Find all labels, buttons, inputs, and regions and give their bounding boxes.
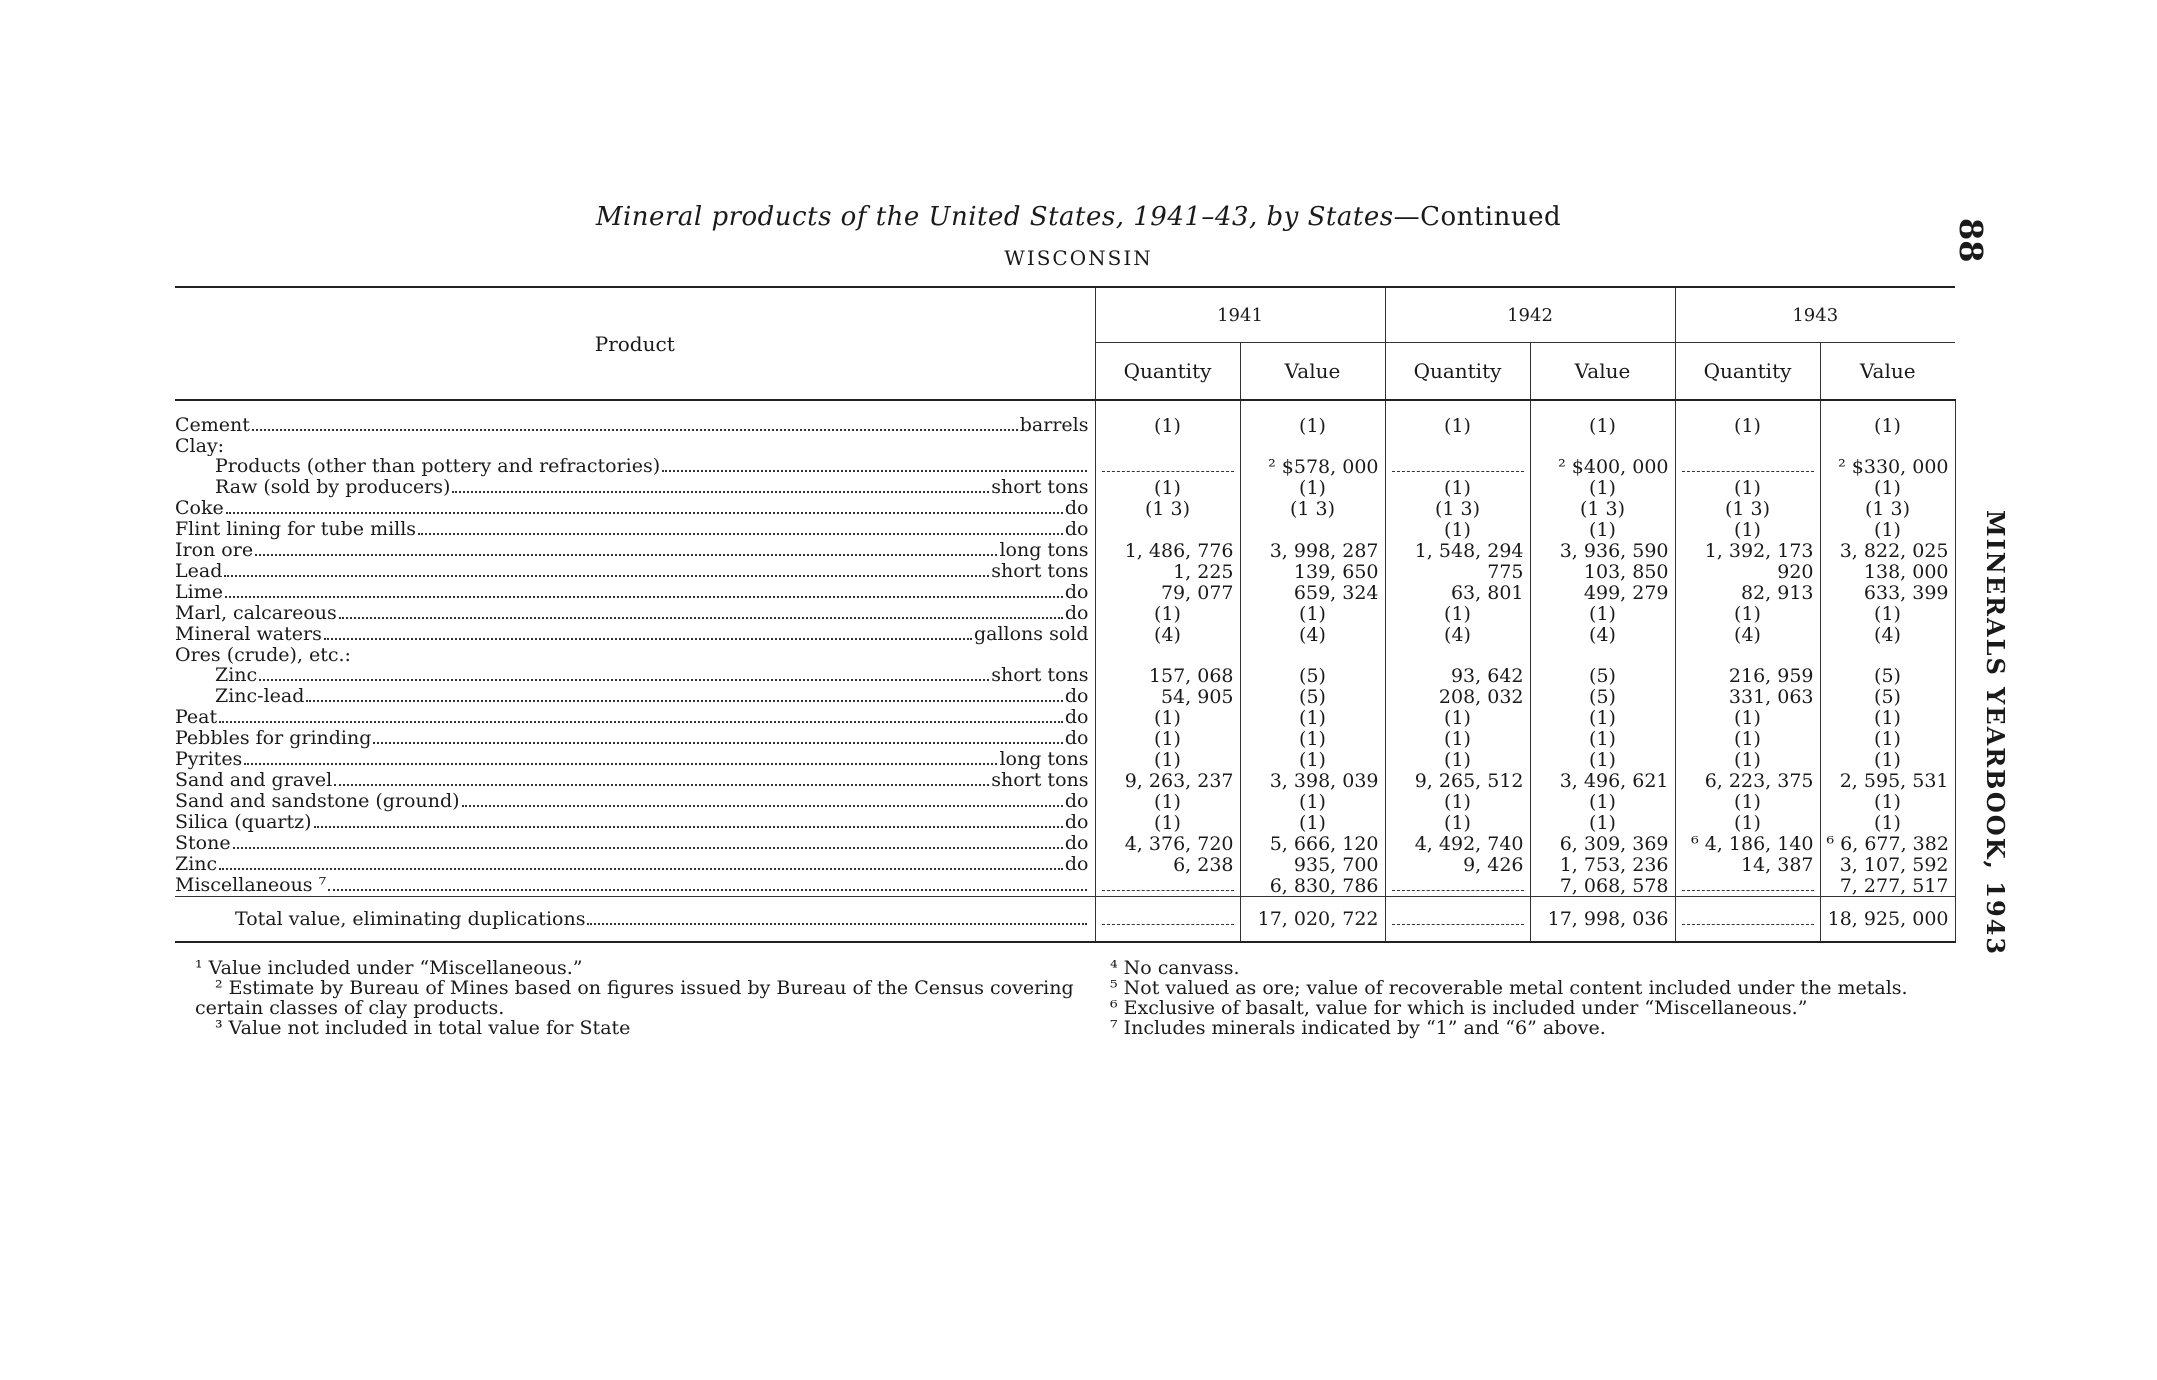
dot-leader: [587, 923, 1086, 925]
product-cell: [175, 665, 1095, 686]
product-label: Lime: [175, 582, 223, 603]
unit-label: short tons: [991, 477, 1089, 498]
cell-q1942: 1, 548, 294: [1385, 540, 1530, 561]
cell-q1942: 93, 642: [1385, 665, 1530, 686]
unit-label: short tons: [991, 561, 1089, 582]
product-label: Sand and sandstone (ground): [175, 791, 460, 812]
cell-v1943: (1): [1820, 791, 1955, 812]
cell-q1943: (1): [1675, 415, 1820, 436]
cell-v1942: (1 3): [1530, 498, 1675, 519]
dash-rule: [1102, 461, 1234, 472]
title-text: Mineral products of the United States, 1941–43, by States: [595, 202, 1394, 232]
cell-v1943: ⁶ 6, 677, 382: [1820, 833, 1955, 854]
cell-q1942: [1385, 645, 1530, 665]
cell-v1941: 139, 650: [1240, 561, 1385, 582]
cell-q1942: 9, 265, 512: [1385, 770, 1530, 791]
dash-rule: [1392, 914, 1524, 925]
cell-v1941: 6, 830, 786: [1240, 875, 1385, 897]
cell-q1941: 6, 238: [1095, 854, 1240, 875]
cell-q1941: 79, 077: [1095, 582, 1240, 603]
dash-rule: [1102, 914, 1234, 925]
cell-v1942: 103, 850: [1530, 561, 1675, 582]
cell-v1941: (1): [1240, 603, 1385, 624]
cell-v1943: (1): [1820, 415, 1955, 436]
unit-label: short tons: [991, 665, 1089, 686]
product-label: Pyrites: [175, 749, 243, 770]
cell-v1941: 659, 324: [1240, 582, 1385, 603]
unit-label: gallons sold: [973, 624, 1089, 645]
cell-q1943: ⁶ 4, 186, 140: [1675, 833, 1820, 854]
cell-v1943: 2, 595, 531: [1820, 770, 1955, 791]
product-cell: [175, 791, 1095, 812]
cell-v1942: 3, 496, 621: [1530, 770, 1675, 791]
cell-q1943: 6, 223, 375: [1675, 770, 1820, 791]
product-cell: [175, 645, 1095, 665]
footnote-5: ⁵ Not valued as ore; value of recoverable metal content included under the metals.: [1110, 977, 1908, 999]
cell-v1941: 5, 666, 120: [1240, 833, 1385, 854]
product-label: Clay:: [175, 436, 225, 456]
total-quantity-1942: [1385, 897, 1530, 943]
table-row: [175, 854, 1955, 875]
cell-v1943: (5): [1820, 665, 1955, 686]
table-title: [0, 202, 2157, 232]
product-cell: [175, 561, 1095, 582]
unit-label: do: [1064, 603, 1089, 624]
dash-rule: [1682, 880, 1814, 891]
total-label-cell: [175, 897, 1095, 943]
dot-leader: [244, 763, 997, 765]
cell-v1942: [1530, 645, 1675, 665]
cell-v1943: 3, 107, 592: [1820, 854, 1955, 875]
cell-v1943: (1): [1820, 603, 1955, 624]
product-cell: [175, 456, 1095, 477]
unit-label: do: [1064, 833, 1089, 854]
dot-leader: [224, 575, 989, 577]
year-header-1943: 1943: [1675, 287, 1955, 343]
cell-v1941: (1): [1240, 707, 1385, 728]
table-row: [175, 456, 1955, 477]
cell-q1942: (1): [1385, 415, 1530, 436]
cell-v1942: (5): [1530, 686, 1675, 707]
product-header: Product: [175, 287, 1095, 400]
table-row: [175, 749, 1955, 770]
unit-label: do: [1064, 498, 1089, 519]
cell-q1943: [1675, 436, 1820, 456]
cell-v1942: (5): [1530, 665, 1675, 686]
cell-q1941: [1095, 875, 1240, 897]
cell-q1942: 208, 032: [1385, 686, 1530, 707]
cell-v1942: (4): [1530, 624, 1675, 645]
cell-v1943: (4): [1820, 624, 1955, 645]
cell-v1941: (1): [1240, 812, 1385, 833]
cell-v1943: [1820, 645, 1955, 665]
product-label: Coke: [175, 498, 224, 519]
dot-leader: [339, 617, 1063, 619]
product-label: Ores (crude), etc.:: [175, 645, 351, 665]
table-row: [175, 665, 1955, 686]
table-row: [175, 498, 1955, 519]
cell-q1941: (1): [1095, 415, 1240, 436]
cell-v1942: (1): [1530, 519, 1675, 540]
cell-q1943: [1675, 875, 1820, 897]
dot-leader: [324, 638, 972, 640]
dot-leader: [314, 826, 1063, 828]
footnote-2-cont: certain classes of clay products.: [195, 997, 505, 1019]
table-row: [175, 624, 1955, 645]
cell-q1943: 1, 392, 173: [1675, 540, 1820, 561]
cell-q1941: (1): [1095, 791, 1240, 812]
cell-v1942: 3, 936, 590: [1530, 540, 1675, 561]
dot-leader: [233, 847, 1063, 849]
table-row: [175, 833, 1955, 854]
unit-label: do: [1064, 791, 1089, 812]
cell-q1943: 216, 959: [1675, 665, 1820, 686]
product-label: Cement: [175, 415, 250, 436]
product-cell: [175, 498, 1095, 519]
dot-leader: [662, 470, 1086, 472]
cell-q1942: 9, 426: [1385, 854, 1530, 875]
cell-v1941: (1): [1240, 477, 1385, 498]
page-number: 88: [1952, 218, 1990, 263]
cell-v1942: 7, 068, 578: [1530, 875, 1675, 897]
quantity-header-1941: Quantity: [1095, 343, 1240, 401]
cell-v1943: (1): [1820, 728, 1955, 749]
cell-v1941: [1240, 645, 1385, 665]
unit-label: short tons: [991, 770, 1089, 791]
product-cell: [175, 436, 1095, 456]
product-label: Flint lining for tube mills: [175, 519, 417, 540]
cell-q1941: 4, 376, 720: [1095, 833, 1240, 854]
cell-q1941: 1, 225: [1095, 561, 1240, 582]
cell-q1943: 920: [1675, 561, 1820, 582]
dot-leader: [225, 596, 1063, 598]
dot-leader: [219, 868, 1063, 870]
cell-v1942: (1): [1530, 707, 1675, 728]
cell-q1941: (1): [1095, 477, 1240, 498]
footnote-2: ² Estimate by Bureau of Mines based on figures issued by Bureau of the Census covering: [215, 977, 1074, 999]
cell-q1942: (1): [1385, 519, 1530, 540]
value-header-1942: Value: [1530, 343, 1675, 401]
cell-v1941: ² $578, 000: [1240, 456, 1385, 477]
cell-v1943: 633, 399: [1820, 582, 1955, 603]
cell-q1941: 157, 068: [1095, 665, 1240, 686]
cell-v1941: 935, 700: [1240, 854, 1385, 875]
total-quantity-1941: [1095, 897, 1240, 943]
cell-v1942: 499, 279: [1530, 582, 1675, 603]
product-label: Zinc: [175, 854, 218, 875]
cell-v1941: (1 3): [1240, 498, 1385, 519]
cell-v1943: (5): [1820, 686, 1955, 707]
product-label: Pebbles for grinding: [175, 728, 372, 749]
quantity-header-1943: Quantity: [1675, 343, 1820, 401]
product-cell: [175, 477, 1095, 498]
cell-q1941: (1): [1095, 603, 1240, 624]
cell-v1941: (1): [1240, 791, 1385, 812]
cell-v1942: 1, 753, 236: [1530, 854, 1675, 875]
total-value-1942: 17, 998, 036: [1530, 897, 1675, 943]
cell-q1943: (1): [1675, 728, 1820, 749]
cell-q1942: (1 3): [1385, 498, 1530, 519]
title-suffix: —Continued: [1393, 202, 1562, 232]
cell-v1941: (1): [1240, 749, 1385, 770]
dot-leader: [373, 742, 1062, 744]
dot-leader: [462, 805, 1063, 807]
state-heading: WISCONSIN: [1004, 246, 1153, 270]
cell-v1941: 3, 398, 039: [1240, 770, 1385, 791]
cell-q1942: [1385, 875, 1530, 897]
cell-q1942: (1): [1385, 728, 1530, 749]
cell-v1941: (5): [1240, 686, 1385, 707]
product-label: Products (other than pottery and refractories): [215, 456, 661, 477]
cell-q1941: (4): [1095, 624, 1240, 645]
cell-q1941: [1095, 436, 1240, 456]
cell-v1941: 3, 998, 287: [1240, 540, 1385, 561]
cell-v1943: ² $330, 000: [1820, 456, 1955, 477]
product-cell: [175, 728, 1095, 749]
cell-q1941: 9, 263, 237: [1095, 770, 1240, 791]
cell-v1943: (1): [1820, 519, 1955, 540]
cell-v1943: 138, 000: [1820, 561, 1955, 582]
cell-q1942: (1): [1385, 477, 1530, 498]
product-cell: [175, 812, 1095, 833]
total-label: Total value, eliminating duplications: [235, 908, 586, 930]
table-row: [175, 603, 1955, 624]
product-cell: [175, 770, 1095, 791]
cell-q1943: [1675, 645, 1820, 665]
product-label: Marl, calcareous: [175, 603, 337, 624]
product-cell: [175, 603, 1095, 624]
dot-leader: [328, 889, 1086, 891]
product-cell: [175, 415, 1095, 436]
cell-v1941: (1): [1240, 415, 1385, 436]
cell-v1941: (5): [1240, 665, 1385, 686]
cell-v1942: [1530, 436, 1675, 456]
cell-q1941: (1): [1095, 812, 1240, 833]
unit-label: long tons: [999, 749, 1089, 770]
product-label: Miscellaneous ⁷: [175, 875, 327, 896]
cell-q1943: (1): [1675, 477, 1820, 498]
value-header-1941: Value: [1240, 343, 1385, 401]
cell-v1942: (1): [1530, 812, 1675, 833]
cell-q1943: (1): [1675, 603, 1820, 624]
cell-q1942: [1385, 436, 1530, 456]
product-label: Silica (quartz): [175, 812, 312, 833]
product-cell: [175, 540, 1095, 561]
value-header-1943: Value: [1859, 359, 1916, 383]
cell-q1943: (1): [1675, 791, 1820, 812]
table-row: [175, 561, 1955, 582]
cell-q1943: (1 3): [1675, 498, 1820, 519]
product-label: Zinc-lead: [215, 686, 305, 707]
dot-leader: [255, 554, 997, 556]
product-cell: [175, 707, 1095, 728]
footnotes-left: [195, 957, 1074, 1039]
cell-q1941: (1): [1095, 728, 1240, 749]
cell-q1943: (1): [1675, 519, 1820, 540]
product-cell: [175, 854, 1095, 875]
dot-leader: [219, 721, 1063, 723]
footnote-1: ¹ Value included under “Miscellaneous.”: [195, 957, 583, 979]
product-cell: [175, 875, 1095, 897]
table-row: [175, 812, 1955, 833]
cell-q1943: [1675, 456, 1820, 477]
product-label: Stone: [175, 833, 231, 854]
unit-label: do: [1064, 582, 1089, 603]
total-value-1943: 18, 925, 000: [1820, 897, 1955, 943]
product-cell: [175, 686, 1095, 707]
cell-q1941: 54, 905: [1095, 686, 1240, 707]
dot-leader: [259, 679, 989, 681]
cell-q1943: (1): [1675, 707, 1820, 728]
footnote-4: ⁴ No canvass.: [1110, 957, 1240, 979]
product-label: Raw (sold by producers): [215, 477, 451, 498]
cell-q1942: 63, 801: [1385, 582, 1530, 603]
dot-leader: [418, 533, 1063, 535]
unit-label: do: [1064, 728, 1089, 749]
footnote-7: ⁷ Includes minerals indicated by “1” and “6” above.: [1110, 1017, 1606, 1039]
cell-v1943: 3, 822, 025: [1820, 540, 1955, 561]
cell-q1942: (1): [1385, 707, 1530, 728]
unit-label: do: [1064, 686, 1089, 707]
cell-q1941: 1, 486, 776: [1095, 540, 1240, 561]
cell-q1942: (1): [1385, 791, 1530, 812]
cell-q1941: [1095, 519, 1240, 540]
unit-label: do: [1064, 812, 1089, 833]
year-header-1941: 1941: [1095, 287, 1385, 343]
table-row: [175, 540, 1955, 561]
cell-q1942: (1): [1385, 603, 1530, 624]
cell-v1941: (1): [1240, 728, 1385, 749]
unit-label: do: [1064, 707, 1089, 728]
table-body: [175, 400, 1955, 942]
cell-q1941: (1): [1095, 749, 1240, 770]
quantity-header-1942: Quantity: [1385, 343, 1530, 401]
dash-rule: [1102, 880, 1234, 891]
total-quantity-1943: [1675, 897, 1820, 943]
footnote-6: ⁶ Exclusive of basalt, value for which is included under “Miscellaneous.”: [1110, 997, 1808, 1019]
cell-q1941: (1): [1095, 707, 1240, 728]
footnotes-right: [1110, 958, 1990, 1038]
cell-q1943: 14, 387: [1675, 854, 1820, 875]
cell-v1943: (1): [1820, 477, 1955, 498]
cell-q1943: 82, 913: [1675, 582, 1820, 603]
cell-q1942: (1): [1385, 812, 1530, 833]
cell-q1941: (1 3): [1095, 498, 1240, 519]
table-row: [175, 728, 1955, 749]
unit-label: long tons: [999, 540, 1089, 561]
cell-v1943: (1 3): [1820, 498, 1955, 519]
cell-q1942: 775: [1385, 561, 1530, 582]
total-row: [175, 897, 1955, 943]
table-row: [175, 477, 1955, 498]
cell-q1942: (4): [1385, 624, 1530, 645]
dash-rule: [1392, 880, 1524, 891]
cell-v1942: (1): [1530, 791, 1675, 812]
dot-leader: [252, 429, 1018, 431]
product-label: Sand and gravel: [175, 770, 333, 791]
cell-q1942: [1385, 456, 1530, 477]
table-row: [175, 645, 1955, 665]
table-row: [175, 875, 1955, 897]
cell-v1943: (1): [1820, 812, 1955, 833]
table-row: [175, 791, 1955, 812]
dot-leader: [226, 512, 1063, 514]
cell-v1942: (1): [1530, 603, 1675, 624]
cell-v1941: [1240, 519, 1385, 540]
cell-v1941: [1240, 436, 1385, 456]
unit-label: do: [1064, 854, 1089, 875]
cell-q1942: (1): [1385, 749, 1530, 770]
product-cell: [175, 519, 1095, 540]
product-label: Zinc: [215, 665, 258, 686]
cell-v1943: 7, 277, 517: [1820, 875, 1955, 897]
unit-label: do: [1064, 519, 1089, 540]
cell-q1943: (1): [1675, 749, 1820, 770]
running-head: MINERALS YEARBOOK, 1943: [1981, 510, 2010, 957]
table-row: [175, 436, 1955, 456]
cell-q1943: (4): [1675, 624, 1820, 645]
cell-v1941: (4): [1240, 624, 1385, 645]
dash-rule: [1682, 461, 1814, 472]
table-row: [175, 707, 1955, 728]
product-cell: [175, 833, 1095, 854]
product-label: Peat: [175, 707, 218, 728]
product-label: Mineral waters: [175, 624, 322, 645]
cell-q1943: (1): [1675, 812, 1820, 833]
cell-v1942: (1): [1530, 749, 1675, 770]
dash-rule: [1392, 461, 1524, 472]
cell-q1942: 4, 492, 740: [1385, 833, 1530, 854]
cell-q1943: 331, 063: [1675, 686, 1820, 707]
unit-label: barrels: [1019, 415, 1089, 436]
dot-leader: [452, 491, 989, 493]
cell-q1941: [1095, 645, 1240, 665]
cell-q1941: [1095, 456, 1240, 477]
product-label: Lead: [175, 561, 223, 582]
table-row: [175, 582, 1955, 603]
dot-leader: [334, 784, 989, 786]
cell-v1943: (1): [1820, 707, 1955, 728]
table-row: [175, 686, 1955, 707]
dash-rule: [1682, 914, 1814, 925]
product-label: Iron ore: [175, 540, 254, 561]
table-row: [175, 770, 1955, 791]
cell-v1942: (1): [1530, 477, 1675, 498]
cell-v1942: (1): [1530, 728, 1675, 749]
product-cell: [175, 749, 1095, 770]
total-value-1941: 17, 020, 722: [1240, 897, 1385, 943]
cell-v1942: (1): [1530, 415, 1675, 436]
table-row: [175, 519, 1955, 540]
year-header-1942: 1942: [1385, 287, 1675, 343]
cell-v1943: (1): [1820, 749, 1955, 770]
cell-v1942: ² $400, 000: [1530, 456, 1675, 477]
cell-v1942: 6, 309, 369: [1530, 833, 1675, 854]
dot-leader: [306, 700, 1063, 702]
product-cell: [175, 582, 1095, 603]
table-row: [175, 415, 1955, 436]
product-cell: [175, 624, 1095, 645]
cell-v1943: [1820, 436, 1955, 456]
footnote-3: ³ Value not included in total value for State: [215, 1017, 631, 1039]
mineral-table: [175, 286, 1955, 943]
